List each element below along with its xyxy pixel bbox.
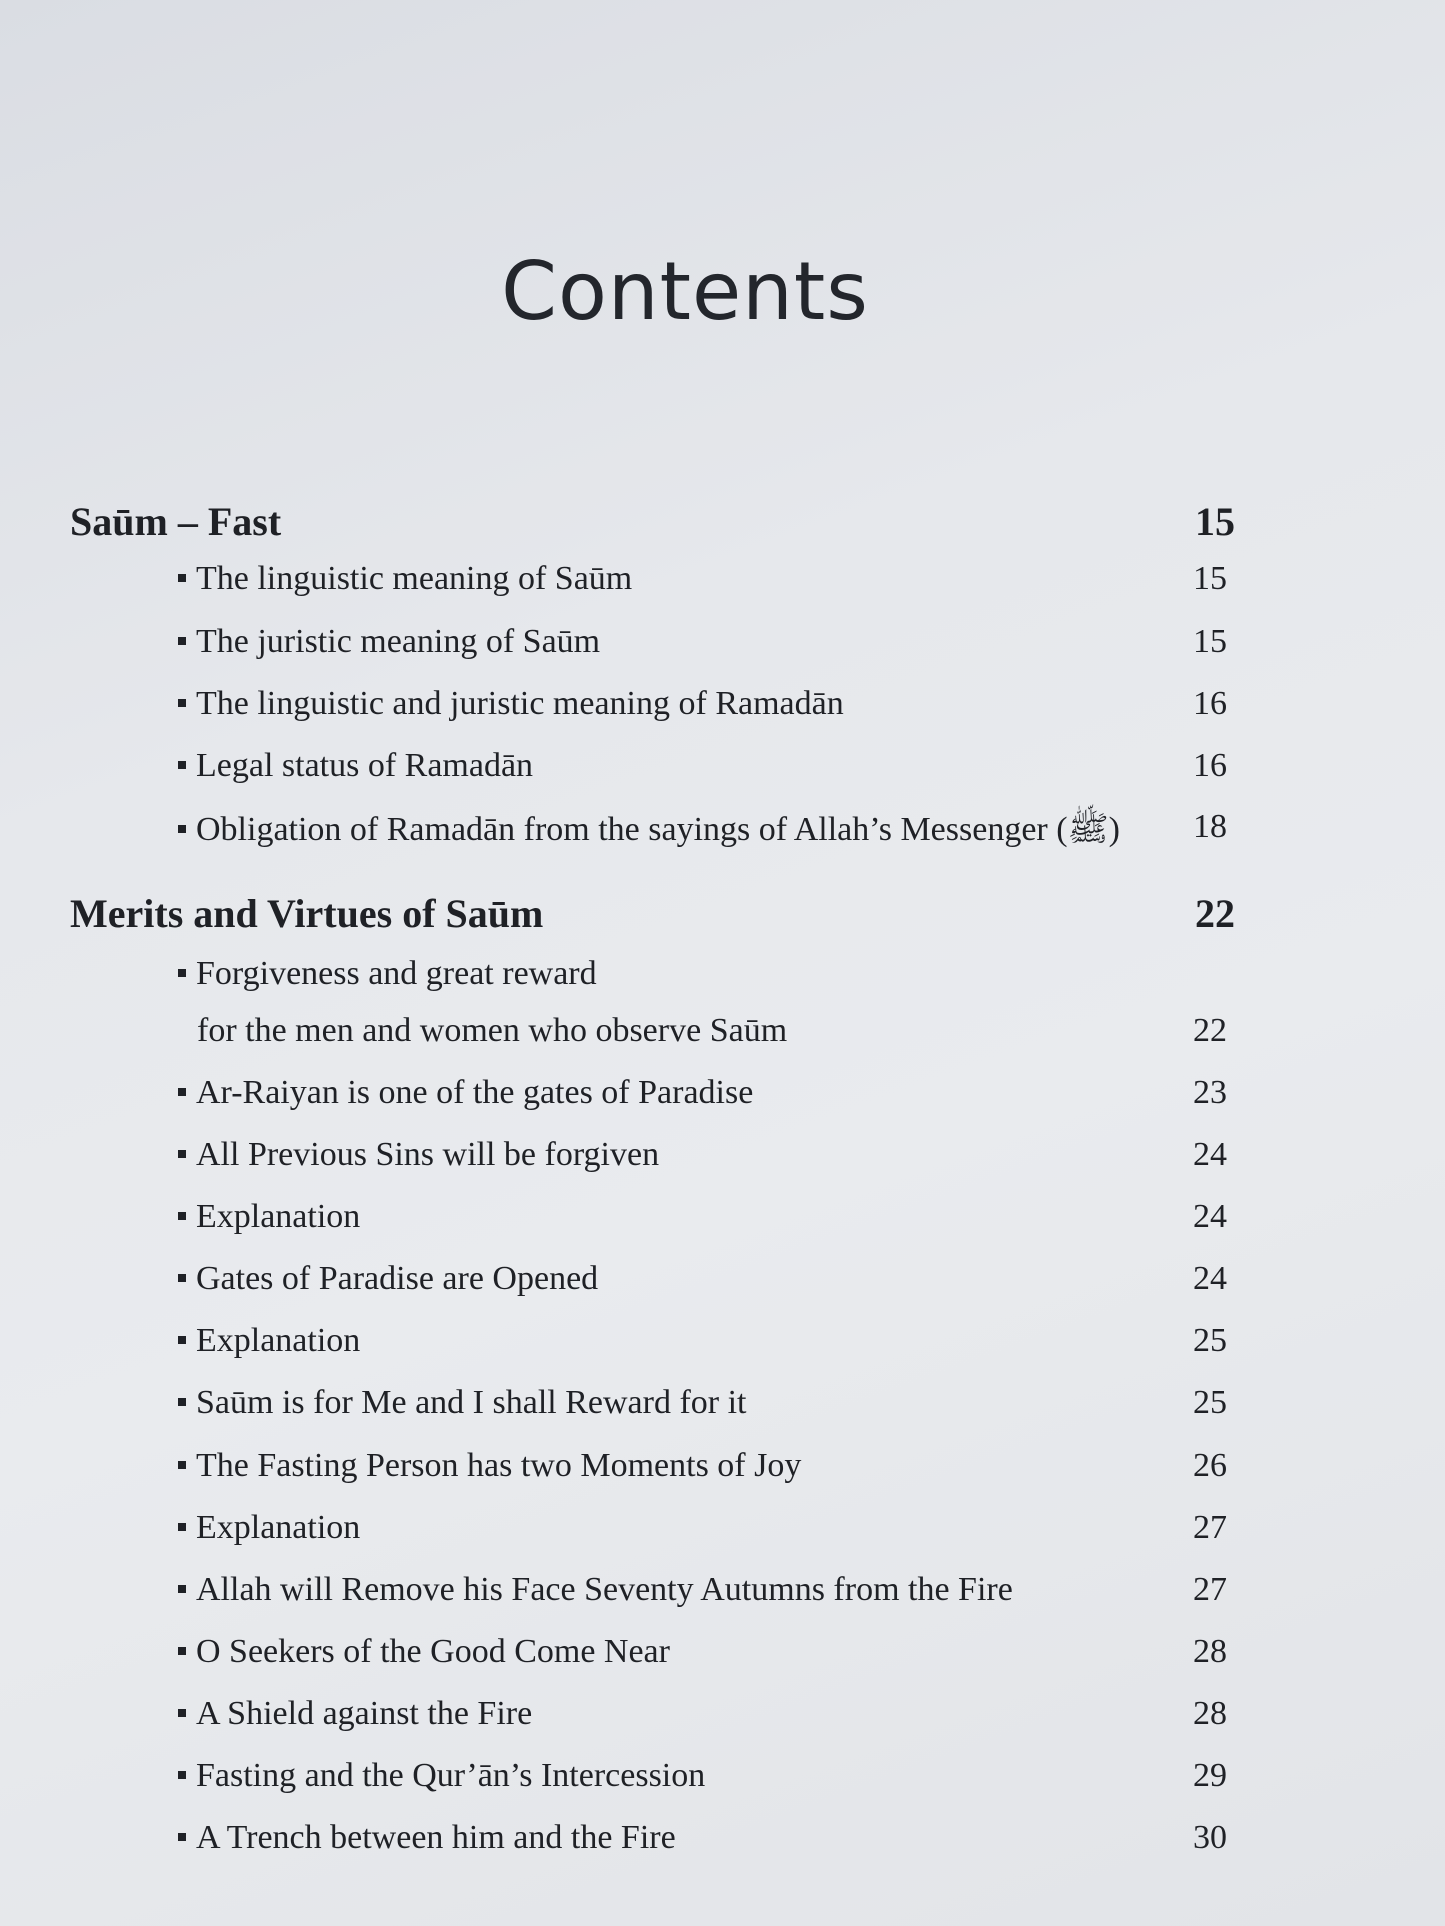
toc-page-number: 26 [1193, 1447, 1227, 1484]
toc-page-number: 18 [1193, 808, 1227, 845]
toc-entry [0, 560, 1445, 610]
bullet-icon [178, 1150, 186, 1158]
toc-entry-text: Saūm – Fast [70, 499, 282, 544]
bullet-icon [178, 1336, 186, 1344]
toc-entry-text: A Shield against the Fire [196, 1695, 533, 1732]
toc-entry-text: The linguistic meaning of Saūm [196, 560, 633, 597]
toc-entry-text: O Seekers of the Good Come Near [196, 1633, 670, 1670]
toc-page-number: 25 [1193, 1322, 1227, 1359]
toc-entry-title [178, 1447, 801, 1485]
toc-page-number: 16 [1193, 685, 1227, 722]
bullet-icon [178, 1585, 186, 1593]
toc-entry-title [178, 1136, 659, 1174]
toc-entry [0, 1633, 1445, 1683]
toc-entry-text: Allah will Remove his Face Seventy Autumns from the Fire [196, 1571, 1013, 1608]
toc-entry-text: Legal status of Ramadān [196, 747, 534, 784]
toc-page-number: 27 [1193, 1571, 1227, 1608]
toc-entry-title [178, 747, 533, 785]
toc-entry-text: Obligation of Ramadān from the sayings of Allah’s Messenger (ﷺ) [196, 811, 1120, 848]
toc-entry-title [178, 1757, 705, 1795]
toc-entry-text: Forgiveness and great reward [196, 955, 597, 992]
toc-entry [0, 685, 1445, 735]
bullet-icon [178, 1523, 186, 1531]
toc-entry [0, 1509, 1445, 1559]
toc-page-number: 22 [1195, 891, 1235, 936]
toc-entry-text: The juristic meaning of Saūm [196, 623, 601, 660]
toc-entry-title [178, 1260, 598, 1298]
toc-entry-text: The Fasting Person has two Moments of Joy [196, 1447, 802, 1484]
toc-page-number: 29 [1193, 1757, 1227, 1794]
toc-entry-text: A Trench between him and the Fire [196, 1819, 676, 1856]
toc-entry [0, 1136, 1445, 1186]
toc-page-number: 24 [1193, 1136, 1227, 1173]
toc-page-number: 22 [1193, 1012, 1227, 1049]
toc-entry-text: Gates of Paradise are Opened [196, 1260, 599, 1297]
bullet-icon [178, 1771, 186, 1779]
bullet-icon [178, 1461, 186, 1469]
toc-entry-title [178, 560, 632, 598]
toc-entry [0, 1074, 1445, 1124]
toc-page-number: 27 [1193, 1509, 1227, 1546]
toc-entry-title [178, 1322, 360, 1360]
toc-entry-title [178, 955, 597, 993]
toc-entry [0, 1198, 1445, 1248]
toc-entry [0, 623, 1445, 673]
toc-section-title [70, 498, 281, 545]
toc-entry-text: Fasting and the Qur’ān’s Intercession [196, 1757, 706, 1794]
toc-entry [0, 1260, 1445, 1310]
bullet-icon [178, 761, 186, 769]
bullet-icon [178, 1709, 186, 1717]
toc-entry-title [178, 1819, 676, 1857]
toc-entry-title [178, 623, 600, 661]
toc-entry [0, 1757, 1445, 1807]
toc-entry-text: The linguistic and juristic meaning of Ramadān [196, 685, 844, 722]
bullet-icon [178, 1088, 186, 1096]
toc-page-number: 28 [1193, 1633, 1227, 1670]
toc-entry-text: Explanation [196, 1509, 361, 1546]
toc-entry [0, 808, 1445, 858]
toc-entry-title [178, 1384, 747, 1422]
toc-entry-text: Explanation [196, 1322, 361, 1359]
bullet-icon [178, 969, 186, 977]
toc-entry [0, 1571, 1445, 1621]
toc-page-number: 24 [1193, 1260, 1227, 1297]
bullet-icon [178, 1212, 186, 1220]
toc-entry [0, 955, 1445, 1005]
toc-page-number: 16 [1193, 747, 1227, 784]
toc-entry [0, 1695, 1445, 1745]
bullet-icon [178, 825, 186, 833]
toc-entry [0, 747, 1445, 797]
toc-entry-title [178, 1633, 670, 1671]
bullet-icon [178, 637, 186, 645]
toc-entry [0, 1012, 1445, 1062]
toc-page-number: 25 [1193, 1384, 1227, 1421]
bullet-icon [178, 699, 186, 707]
toc-section [0, 498, 1445, 548]
toc-entry-title [178, 1509, 360, 1547]
bullet-icon [178, 1833, 186, 1841]
toc-entry [0, 1384, 1445, 1434]
toc-entry-title [178, 1198, 360, 1236]
toc-entry-title [178, 685, 844, 723]
bullet-icon [178, 1274, 186, 1282]
toc-page-number: 15 [1193, 623, 1227, 660]
toc-entry [0, 1447, 1445, 1497]
toc-page-number: 23 [1193, 1074, 1227, 1111]
toc-entry [0, 1819, 1445, 1869]
toc-section [0, 890, 1445, 940]
toc-page-number: 30 [1193, 1819, 1227, 1856]
toc-page-number: 24 [1193, 1198, 1227, 1235]
bullet-icon [178, 1647, 186, 1655]
toc-entry-title [197, 1012, 787, 1050]
toc-entry-text: Explanation [196, 1198, 361, 1235]
toc-page-number: 15 [1195, 499, 1235, 544]
toc-entry-text: Saūm is for Me and I shall Reward for it [196, 1384, 747, 1421]
toc-entry [0, 1322, 1445, 1372]
toc-section-title [70, 890, 543, 937]
page-title: Contents [501, 245, 869, 338]
toc-entry-title [178, 1695, 532, 1733]
bullet-icon [178, 574, 186, 582]
toc-page-number: 15 [1193, 560, 1227, 597]
toc-page-number: 28 [1193, 1695, 1227, 1732]
toc-entry-text: Merits and Virtues of Saūm [70, 891, 544, 936]
bullet-icon [178, 1398, 186, 1406]
toc-entry-text: Ar-Raiyan is one of the gates of Paradise [196, 1074, 754, 1111]
toc-entry-text: for the men and women who observe Saūm [197, 1012, 788, 1049]
toc-entry-title [178, 808, 1120, 857]
toc-entry-title [178, 1074, 753, 1112]
toc-entry-title [178, 1571, 1013, 1609]
toc-entry-text: All Previous Sins will be forgiven [196, 1136, 660, 1173]
